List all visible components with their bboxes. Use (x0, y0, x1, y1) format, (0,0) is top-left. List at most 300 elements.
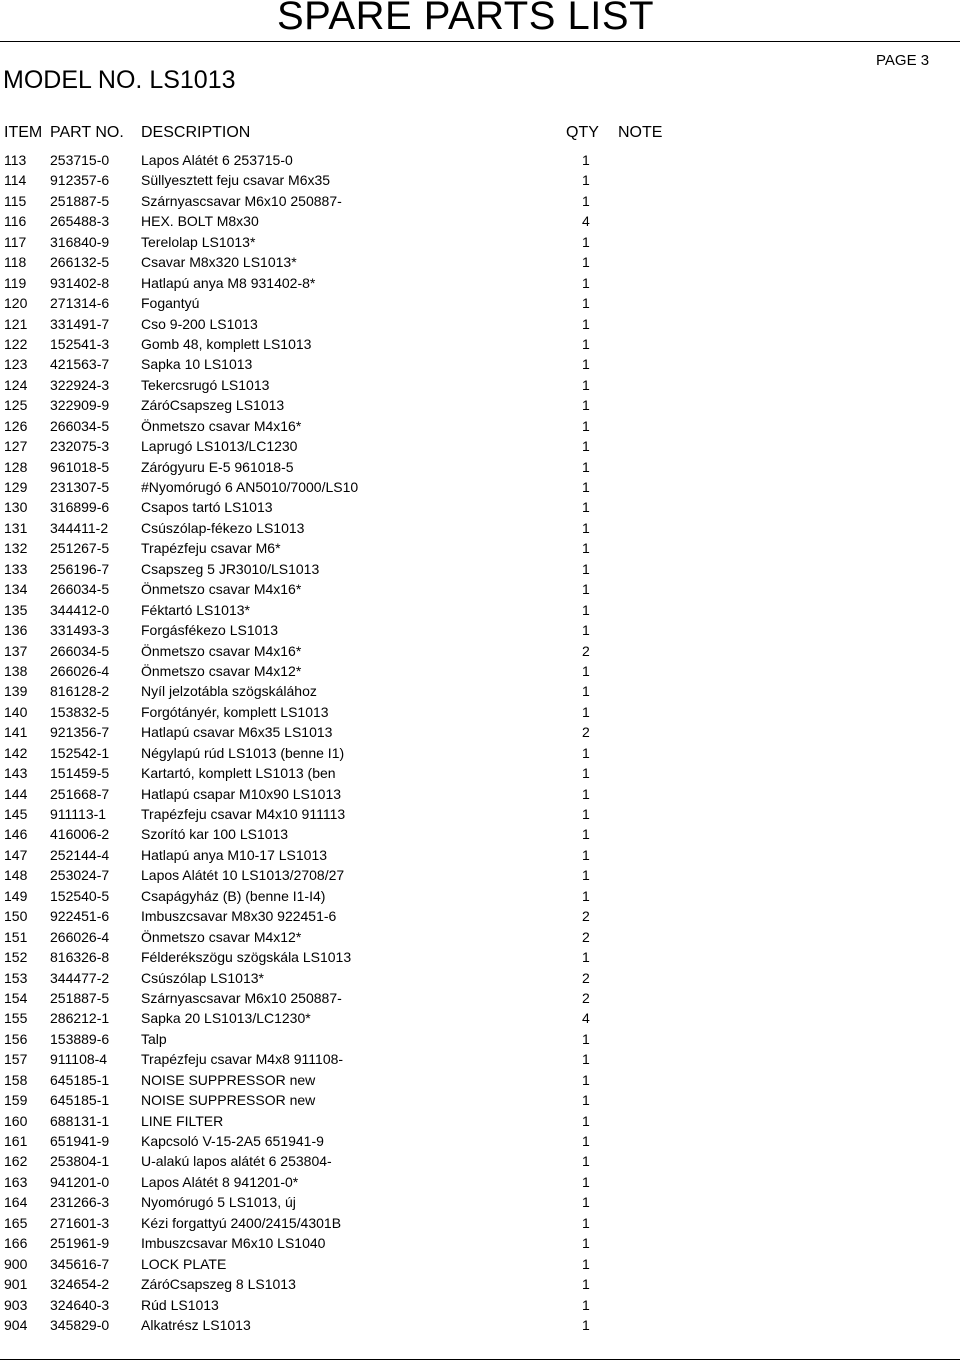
cell-item: 116 (4, 213, 27, 230)
column-header-item: ITEM (4, 124, 43, 141)
cell-qty: 1 (582, 662, 590, 679)
cell-description: Talp (141, 1030, 167, 1047)
cell-description: Hatlapú csavar M6x35 LS1013 (141, 724, 333, 741)
table-row (0, 1111, 960, 1131)
cell-description: Csavar M8x320 LS1013* (141, 254, 297, 271)
cell-item: 132 (4, 540, 28, 557)
cell-part-no: 911113-1 (50, 806, 107, 822)
cell-description: LINE FILTER (141, 1112, 224, 1129)
cell-item: 123 (4, 356, 28, 373)
cell-part-no: 251267-5 (50, 540, 110, 557)
cell-description: Félderékszögu szögskála LS1013 (141, 949, 352, 966)
cell-item: 137 (4, 642, 28, 659)
cell-item: 163 (4, 1173, 28, 1190)
cell-item: 162 (4, 1153, 28, 1170)
table-row (0, 395, 960, 415)
cell-part-no: 231266-3 (50, 1194, 110, 1211)
table-row (0, 1029, 960, 1049)
cell-part-no: 922451-6 (50, 908, 110, 925)
cell-item: 113 (4, 152, 27, 168)
cell-description: Kapcsoló V-15-2A5 651941-9 (141, 1133, 324, 1149)
cell-description: Önmetszo csavar M4x16* (141, 417, 302, 434)
cell-description: Tekercsrugó LS1013 (141, 376, 270, 393)
cell-description: Hatlapú csapar M10x90 LS1013 (141, 785, 342, 802)
cell-item: 140 (4, 703, 28, 720)
table-row (0, 722, 960, 742)
cell-qty: 1 (582, 458, 590, 475)
cell-qty: 1 (582, 499, 590, 516)
cell-part-no: 153889-6 (50, 1030, 110, 1047)
cell-qty: 1 (582, 826, 590, 843)
cell-part-no: 416006-2 (50, 826, 110, 843)
table-row (0, 845, 960, 865)
cell-qty: 1 (582, 887, 590, 904)
cell-qty: 1 (582, 1296, 590, 1313)
cell-description: Alkatrész LS1013 (141, 1316, 251, 1333)
table-row (0, 702, 960, 722)
table-row (0, 620, 960, 640)
cell-qty: 1 (582, 683, 590, 700)
cell-qty: 1 (582, 1194, 590, 1211)
table-row (0, 457, 960, 477)
footer-divider (0, 1359, 960, 1360)
cell-qty: 1 (582, 254, 590, 271)
cell-part-no: 251961-9 (50, 1235, 110, 1252)
cell-item: 158 (4, 1071, 28, 1088)
table-row (0, 273, 960, 293)
cell-qty: 1 (582, 744, 590, 761)
model-number: MODEL NO. LS1013 (3, 66, 236, 94)
cell-part-no: 152540-5 (50, 887, 110, 904)
cell-qty: 1 (582, 622, 590, 639)
table-row (0, 886, 960, 906)
table-row (0, 416, 960, 436)
table-row (0, 1151, 960, 1171)
table-row (0, 518, 960, 538)
cell-description: Hatlapú anya M8 931402-8* (141, 274, 316, 291)
cell-part-no: 152541-3 (50, 335, 110, 352)
cell-description: Cso 9-200 LS1013 (141, 315, 258, 332)
table-row (0, 1295, 960, 1315)
cell-qty: 1 (582, 785, 590, 802)
cell-description: Csapszeg 5 JR3010/LS1013 (141, 560, 320, 577)
cell-qty: 1 (582, 1255, 590, 1272)
cell-part-no: 421563-7 (50, 356, 110, 373)
cell-item: 121 (4, 315, 28, 332)
cell-part-no: 651941-9 (50, 1133, 110, 1149)
cell-part-no: 265488-3 (50, 213, 110, 230)
cell-description: Csapágyház (B) (benne I1-I4) (141, 887, 326, 904)
cell-description: Szárnyascsavar M6x10 250887- (141, 989, 342, 1006)
cell-part-no: 153832-5 (50, 703, 110, 720)
table-row (0, 334, 960, 354)
cell-item: 133 (4, 560, 28, 577)
cell-qty: 2 (582, 969, 590, 986)
cell-description: ZáróCsapszeg LS1013 (141, 397, 285, 414)
cell-item: 128 (4, 458, 28, 475)
cell-part-no: 911108-4 (50, 1051, 108, 1068)
table-row (0, 232, 960, 252)
column-header-note: NOTE (618, 124, 663, 141)
cell-qty: 1 (582, 376, 590, 393)
cell-qty: 2 (582, 928, 590, 945)
cell-item: 148 (4, 867, 28, 884)
cell-part-no: 266132-5 (50, 254, 110, 271)
cell-item: 166 (4, 1235, 28, 1252)
cell-item: 164 (4, 1194, 28, 1211)
cell-part-no: 266026-4 (50, 928, 110, 945)
cell-qty: 1 (582, 274, 590, 291)
cell-part-no: 345829-0 (50, 1316, 110, 1333)
cell-description: Kartartó, komplett LS1013 (ben (141, 765, 336, 782)
table-row (0, 559, 960, 579)
cell-description: NOISE SUPPRESSOR new (141, 1092, 316, 1109)
cell-item: 153 (4, 969, 28, 986)
cell-part-no: 266034-5 (50, 642, 110, 659)
cell-item: 130 (4, 499, 28, 516)
cell-part-no: 331491-7 (50, 315, 110, 332)
cell-part-no: 151459-5 (50, 765, 110, 782)
cell-part-no: 324640-3 (50, 1296, 110, 1313)
cell-description: Szárnyascsavar M6x10 250887- (141, 192, 342, 209)
table-row (0, 1172, 960, 1192)
cell-part-no: 266026-4 (50, 662, 110, 679)
cell-part-no: 322924-3 (50, 376, 110, 393)
cell-item: 120 (4, 295, 28, 312)
cell-description: Önmetszo csavar M4x16* (141, 642, 302, 659)
cell-item: 115 (4, 192, 27, 209)
table-row (0, 538, 960, 558)
cell-description: Lapos Alátét 10 LS1013/2708/27 (141, 867, 345, 884)
table-row (0, 1192, 960, 1212)
cell-part-no: 941201-0 (50, 1173, 110, 1190)
cell-item: 154 (4, 989, 28, 1006)
cell-item: 144 (4, 785, 28, 802)
cell-qty: 1 (582, 1235, 590, 1252)
cell-qty: 1 (582, 172, 590, 189)
cell-qty: 1 (582, 601, 590, 618)
cell-part-no: 816128-2 (50, 683, 110, 700)
cell-description: Lapos Alátét 6 253715-0 (141, 152, 293, 168)
cell-qty: 1 (582, 1051, 590, 1068)
cell-part-no: 931402-8 (50, 274, 110, 291)
table-header (0, 124, 960, 144)
cell-item: 129 (4, 479, 28, 495)
cell-description: Imbuszcsavar M6x10 LS1040 (141, 1235, 326, 1252)
cell-description: U-alakú lapos alátét 6 253804- (141, 1153, 332, 1170)
table-row (0, 252, 960, 272)
page-number: PAGE 3 (876, 52, 930, 69)
cell-description: Forgásfékezo LS1013 (141, 622, 278, 639)
cell-part-no: 344411-2 (50, 519, 109, 536)
table-row (0, 1213, 960, 1233)
cell-description: Sapka 10 LS1013 (141, 356, 253, 373)
cell-item: 117 (4, 233, 27, 250)
cell-item: 135 (4, 601, 28, 618)
cell-part-no: 251887-5 (50, 192, 110, 209)
table-row (0, 1070, 960, 1090)
cell-part-no: 322909-9 (50, 397, 110, 414)
table-row (0, 681, 960, 701)
cell-qty: 1 (582, 519, 590, 536)
cell-part-no: 253804-1 (50, 1153, 110, 1170)
cell-description: Laprugó LS1013/LC1230 (141, 438, 298, 455)
cell-item: 165 (4, 1214, 28, 1231)
table-row (0, 579, 960, 599)
table-row (0, 600, 960, 620)
cell-qty: 1 (582, 560, 590, 577)
table-row (0, 170, 960, 190)
cell-item: 141 (4, 724, 28, 741)
cell-item: 161 (4, 1133, 28, 1149)
cell-part-no: 645185-1 (50, 1071, 110, 1088)
cell-qty: 1 (582, 356, 590, 373)
cell-part-no: 256196-7 (50, 560, 110, 577)
cell-item: 142 (4, 744, 28, 761)
cell-description: HEX. BOLT M8x30 (141, 213, 259, 230)
cell-item: 901 (4, 1276, 28, 1293)
cell-item: 125 (4, 397, 28, 414)
cell-qty: 1 (582, 1214, 590, 1231)
table-row (0, 1274, 960, 1294)
cell-item: 152 (4, 949, 28, 966)
cell-description: Forgótányér, komplett LS1013 (141, 703, 329, 720)
table-row (0, 763, 960, 783)
cell-qty: 1 (582, 295, 590, 312)
cell-description: LOCK PLATE (141, 1255, 227, 1272)
cell-item: 134 (4, 581, 28, 598)
cell-item: 127 (4, 438, 28, 455)
cell-item: 160 (4, 1112, 28, 1129)
cell-description: Fogantyú (141, 295, 200, 312)
cell-part-no: 316840-9 (50, 233, 110, 250)
cell-description: Nyíl jelzotábla szögskálához (141, 683, 317, 700)
cell-qty: 1 (582, 315, 590, 332)
cell-part-no: 253715-0 (50, 152, 110, 168)
cell-qty: 1 (582, 1092, 590, 1109)
cell-item: 156 (4, 1030, 28, 1047)
cell-description: Rúd LS1013 (141, 1296, 219, 1313)
cell-qty: 1 (582, 1173, 590, 1190)
cell-item: 150 (4, 908, 28, 925)
cell-description: Kézi forgattyú 2400/2415/4301B (141, 1214, 342, 1231)
cell-item: 124 (4, 376, 28, 393)
cell-description: NOISE SUPPRESSOR new (141, 1071, 316, 1088)
cell-description: ZáróCsapszeg 8 LS1013 (141, 1276, 296, 1293)
table-row (0, 354, 960, 374)
cell-item: 138 (4, 662, 28, 679)
cell-part-no: 251668-7 (50, 785, 110, 802)
cell-part-no: 688131-1 (50, 1112, 110, 1129)
cell-item: 146 (4, 826, 28, 843)
cell-qty: 1 (582, 1133, 590, 1149)
table-row (0, 1090, 960, 1110)
parts-table-body (0, 150, 960, 1335)
cell-qty: 1 (582, 949, 590, 966)
cell-qty: 1 (582, 1153, 590, 1170)
table-row (0, 641, 960, 661)
cell-part-no: 345616-7 (50, 1255, 110, 1272)
cell-item: 151 (4, 928, 28, 945)
cell-item: 145 (4, 806, 28, 822)
cell-part-no: 961018-5 (50, 458, 110, 475)
cell-qty: 1 (582, 192, 590, 209)
cell-qty: 1 (582, 1030, 590, 1047)
cell-part-no: 271601-3 (50, 1214, 110, 1231)
table-row (0, 150, 960, 170)
table-row (0, 497, 960, 517)
cell-item: 143 (4, 765, 28, 782)
column-header-part-no: PART NO. (50, 124, 124, 141)
cell-qty: 1 (582, 846, 590, 863)
table-row (0, 436, 960, 456)
cell-part-no: 344477-2 (50, 969, 110, 986)
table-row (0, 477, 960, 497)
cell-part-no: 921356-7 (50, 724, 110, 741)
cell-part-no: 331493-3 (50, 622, 110, 639)
table-row (0, 661, 960, 681)
cell-description: Süllyesztett feju csavar M6x35 (141, 172, 331, 189)
cell-qty: 1 (582, 1071, 590, 1088)
table-row (0, 1315, 960, 1335)
table-row (0, 293, 960, 313)
cell-item: 904 (4, 1316, 28, 1333)
cell-description: Lapos Alátét 8 941201-0* (141, 1173, 299, 1190)
cell-qty: 1 (582, 765, 590, 782)
cell-part-no: 816326-8 (50, 949, 110, 966)
cell-qty: 1 (582, 479, 590, 495)
cell-item: 900 (4, 1255, 28, 1272)
cell-description: Csapos tartó LS1013 (141, 499, 273, 516)
cell-description: Trapézfeju csavar M4x10 911113 (141, 806, 346, 822)
cell-part-no: 232075-3 (50, 438, 110, 455)
cell-qty: 1 (582, 581, 590, 598)
cell-part-no: 645185-1 (50, 1092, 110, 1109)
cell-qty: 4 (582, 213, 590, 230)
cell-description: #Nyomórugó 6 AN5010/7000/LS10 (141, 479, 359, 495)
cell-qty: 1 (582, 1112, 590, 1129)
table-row (0, 1254, 960, 1274)
table-row (0, 211, 960, 231)
cell-qty: 1 (582, 335, 590, 352)
table-row (0, 1049, 960, 1069)
table-row (0, 968, 960, 988)
cell-item: 119 (4, 274, 27, 291)
cell-part-no: 152542-1 (50, 744, 110, 761)
cell-description: Zárógyuru E-5 961018-5 (141, 458, 294, 475)
cell-item: 903 (4, 1296, 28, 1313)
table-row (0, 784, 960, 804)
cell-part-no: 266034-5 (50, 417, 110, 434)
table-row (0, 1233, 960, 1253)
cell-part-no: 286212-1 (50, 1010, 110, 1027)
table-row (0, 1008, 960, 1028)
column-header-qty: QTY (566, 124, 599, 141)
cell-description: Féktartó LS1013* (141, 601, 250, 618)
cell-qty: 1 (582, 806, 590, 822)
cell-part-no: 316899-6 (50, 499, 110, 516)
cell-item: 149 (4, 887, 28, 904)
table-row (0, 375, 960, 395)
cell-description: Csúszólap-fékezo LS1013 (141, 519, 305, 536)
cell-part-no: 271314-6 (50, 295, 110, 312)
cell-part-no: 912357-6 (50, 172, 110, 189)
cell-qty: 1 (582, 867, 590, 884)
cell-item: 136 (4, 622, 28, 639)
cell-item: 157 (4, 1051, 28, 1068)
cell-part-no: 231307-5 (50, 479, 110, 495)
table-row (0, 804, 960, 824)
cell-qty: 1 (582, 152, 590, 168)
cell-description: Négylapú rúd LS1013 (benne I1) (141, 744, 345, 761)
cell-item: 155 (4, 1010, 28, 1027)
cell-description: Gomb 48, komplett LS1013 (141, 335, 312, 352)
cell-part-no: 266034-5 (50, 581, 110, 598)
cell-part-no: 344412-0 (50, 601, 110, 618)
cell-part-no: 253024-7 (50, 867, 110, 884)
table-row (0, 1131, 960, 1151)
cell-description: Önmetszo csavar M4x12* (141, 662, 302, 679)
cell-description: Imbuszcsavar M8x30 922451-6 (141, 908, 337, 925)
table-row (0, 947, 960, 967)
cell-description: Önmetszo csavar M4x12* (141, 928, 302, 945)
cell-item: 147 (4, 846, 28, 863)
cell-description: Trapézfeju csavar M6* (141, 540, 281, 557)
cell-part-no: 324654-2 (50, 1276, 110, 1293)
cell-part-no: 252144-4 (50, 846, 110, 863)
cell-description: Csúszólap LS1013* (141, 969, 264, 986)
cell-description: Nyomórugó 5 LS1013, új (141, 1194, 296, 1211)
cell-qty: 2 (582, 989, 590, 1006)
header-divider (0, 41, 960, 42)
cell-item: 122 (4, 335, 28, 352)
table-row (0, 824, 960, 844)
cell-part-no: 251887-5 (50, 989, 110, 1006)
cell-qty: 4 (582, 1010, 590, 1027)
cell-item: 139 (4, 683, 28, 700)
table-row (0, 314, 960, 334)
cell-qty: 1 (582, 417, 590, 434)
cell-qty: 1 (582, 233, 590, 250)
cell-description: Trapézfeju csavar M4x8 911108- (141, 1051, 344, 1068)
cell-qty: 1 (582, 1316, 590, 1333)
cell-qty: 1 (582, 540, 590, 557)
table-row (0, 743, 960, 763)
cell-description: Szorító kar 100 LS1013 (141, 826, 289, 843)
cell-description: Hatlapú anya M10-17 LS1013 (141, 846, 328, 863)
column-header-description: DESCRIPTION (141, 124, 251, 141)
cell-item: 118 (4, 254, 27, 271)
table-row (0, 906, 960, 926)
cell-item: 114 (4, 172, 27, 189)
cell-description: Sapka 20 LS1013/LC1230* (141, 1010, 311, 1027)
cell-item: 159 (4, 1092, 28, 1109)
table-row (0, 865, 960, 885)
cell-item: 131 (4, 519, 28, 536)
table-row (0, 927, 960, 947)
cell-qty: 1 (582, 703, 590, 720)
page-title: SPARE PARTS LIST (277, 0, 655, 38)
cell-qty: 1 (582, 397, 590, 414)
cell-qty: 1 (582, 438, 590, 455)
cell-item: 126 (4, 417, 28, 434)
cell-qty: 2 (582, 724, 590, 741)
table-row (0, 191, 960, 211)
table-row (0, 988, 960, 1008)
cell-qty: 1 (582, 1276, 590, 1293)
cell-description: Terelolap LS1013* (141, 233, 256, 250)
cell-description: Önmetszo csavar M4x16* (141, 581, 302, 598)
